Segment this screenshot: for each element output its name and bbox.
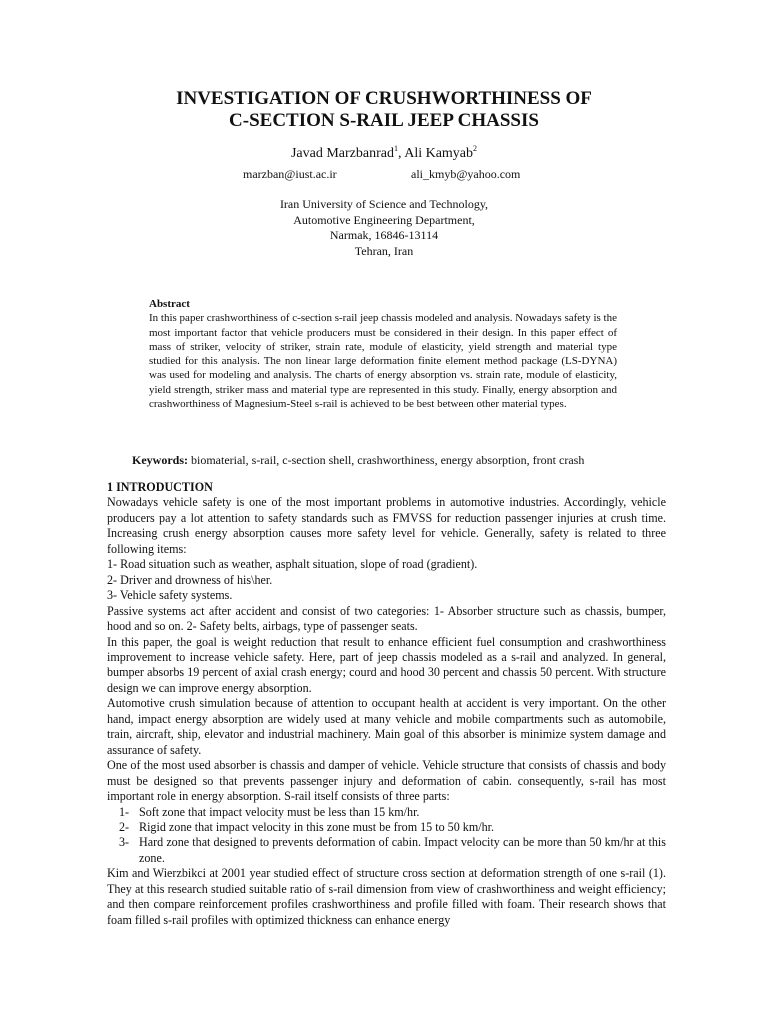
list-number: 2- [119, 819, 130, 834]
keywords-line [132, 453, 672, 468]
author-email: marzban@iust.ac.ir [243, 167, 337, 181]
affiliation-line: Tehran, Iran [354, 244, 414, 259]
author-name: Ali Kamyab [404, 146, 474, 161]
introduction-section [107, 480, 666, 928]
keywords-label: Keywords: [132, 453, 188, 467]
affiliation-line: Narmak, 16846-13114 [329, 228, 439, 243]
author-line [0, 145, 768, 163]
author-affiliation-mark: 1 [393, 144, 398, 153]
section-heading: 1 INTRODUCTION [107, 480, 213, 494]
list-item [119, 820, 666, 835]
author-email: ali_kmyb@yahoo.com [411, 167, 521, 181]
paper-title [0, 88, 768, 132]
abstract-section [149, 297, 617, 411]
title-line-2: C-SECTION S-RAIL JEEP CHASSIS [229, 110, 539, 131]
title-line-1: INVESTIGATION OF CRUSHWORTHINESS OF [176, 88, 592, 109]
list-item [119, 835, 666, 866]
paragraph: Automotive crush simulation because of attention to occupant health at accident is very important. On the other hand, impact energy absorption are widely used at many vehicle and mobile compartments such as automobile, train, aircraft, ship, elevator and industrial machinery. Main goal of this absorber is minimize system damage and assurance of safety. [107, 696, 666, 757]
affiliation-block [0, 197, 768, 260]
author-name: Javad Marzbanrad [290, 146, 394, 161]
paragraph: Passive systems act after accident and consist of two categories: 1- Absorber structure such as chassis, bumper, hood and so on. 2- Safety belts, airbags, type of passenger seats. [107, 603, 666, 634]
list-number: 1- [119, 804, 130, 819]
abstract-heading: Abstract [149, 298, 190, 310]
keywords-text: biomaterial, s-rail, c-section shell, crashworthiness, energy absorption, front crash [188, 453, 585, 467]
affiliation-line: Automotive Engineering Department, [293, 212, 475, 227]
abstract-text: In this paper crashworthiness of c-section s-rail jeep chassis modeled and analysis. Nowadays safety is the most important factor that vehicle producers must be considered in their design. In this paper effect of mass of striker, velocity of striker, strain rate, module of elasticity, yield strength and material type studied for this analysis. The non linear large deformation finite element method package (LS-DYNA) was used for modeling and analysis. The charts of energy absorption vs. strain rate, module of elasticity, yield strength, striker mass and material type are represented in this study. Finally, energy absorption and crashworthiness of Magnesium-Steel s-rail is achieved to be best between other material types. [149, 312, 617, 411]
author-separator: , [397, 146, 405, 161]
list-item [119, 805, 666, 820]
paragraph: Kim and Wierzbikci at 2001 year studied effect of structure cross section at deformation strength of one s-rail (1). They at this research studied suitable ratio of s-rail dimension from view of crashworthiness and weight efficiency; and then compare reinforcement profiles crashworthiness and profile filled with foam. Their research shows that foam filled s-rail profiles with optimized thickness can enhance energy [107, 866, 666, 927]
zone-list [107, 805, 666, 867]
paragraph: Nowadays vehicle safety is one of the most important problems in automotive industries. Accordingly, vehicle producers pay a lot attention to safety standards such as FMVSS for reduction passenger injuries at crush time. Increasing crush energy absorption causes more safety level for vehicle. Generally, safety is related to three following items: [107, 495, 666, 556]
paragraph: One of the most used absorber is chassis and damper of vehicle. Vehicle structure that consists of chassis and body must be designed so that prevents passenger injury and deformation of cabin. consequently, s-rail has most important role in energy absorption. S-rail itself consists of three parts: [107, 758, 666, 804]
list-item-text: Soft zone that impact velocity must be less than 15 km/hr. [139, 804, 420, 819]
list-item-text: Rigid zone that impact velocity in this zone must be from 15 to 50 km/hr. [139, 819, 495, 834]
affiliation-line: Iran University of Science and Technology, [279, 197, 489, 211]
list-item: 1- Road situation such as weather, asphalt situation, slope of road (gradient). [107, 557, 478, 572]
paragraph: In this paper, the goal is weight reduction that result to enhance efficient fuel consumption and crashworthiness improvement to increase vehicle safety. Here, part of jeep chassis modeled as a s-rail and analyzed. In general, bumper absorbs 19 percent of axial crash energy; courd and hood 30 percent and chassis 50 percent. With structure design we can improve energy absorption. [107, 634, 666, 695]
list-item: 2- Driver and drowness of his\her. [107, 572, 273, 587]
list-item-text: Hard zone that designed to prevents deformation of cabin. Impact velocity can be more than 50 km/hr at this zone. [139, 835, 666, 865]
list-item: 3- Vehicle safety systems. [107, 588, 233, 603]
author-affiliation-mark: 2 [473, 144, 478, 153]
list-number: 3- [119, 835, 130, 850]
